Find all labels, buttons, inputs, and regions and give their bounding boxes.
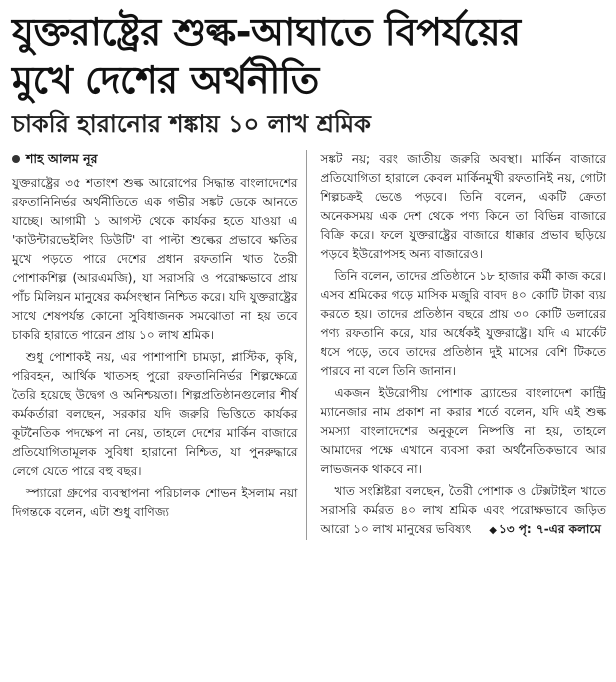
left-column [12,150,307,540]
headline-line-2: মুখে দেশের অর্থনীতি [12,58,319,102]
paragraph [321,482,607,540]
author-name: শাহ আলম নূর [26,151,98,166]
paragraph: শুধু পোশাকই নয়, এর পাশাপাশি চামড়া, প্লাস্টিক, কৃষি, পরিবহন, আর্থিক খাতসহ পুরো রফতানিনির্ভর শিল্পক্ষেত্রে তৈরি হয়েছে উদ্বেগ ও অনিশ্চয়তা। শিল্পপ্রতিষ্ঠানগুলোর শীর্ষ কর্মকর্তারা বলছেন, সরকার যদি জরুরি ভিত্তিতে কার্যকর কূটনৈতিক পদক্ষেপ না নেয়, তাহলে দেশের মার্কিন বাজারে প্রতিযোগিতামূলক সুবিধা হারানো নিশ্চিত, যা পুনরুদ্ধারে লেগে যেতে পারে বহু বছর। [12,350,298,478]
continuation-note [475,522,601,536]
bullet-icon [12,155,20,163]
headline [12,8,606,104]
paragraph-text: খাত সংশ্লিষ্টরা বলছেন, তৈরী পোশাক ও টেক্সটাইল খাতে সরাসরি কর্মরত ৪০ লাখ শ্রমিক এবং পরোক্ষভাবে জড়িত আরো ১০ লাখ মানুষের ভবিষ্যৎ [320,484,606,536]
subheadline: চাকরি হারানোর শঙ্কায় ১০ লাখ শ্রমিক [12,110,371,138]
paragraph: একজন ইউরোপীয় পোশাক ব্র্যান্ডের বাংলাদেশ কান্ট্রি ম্যানেজার নাম প্রকাশ না করার শর্তে বলেন, যদি এই শুল্ক সমস্যা বাংলাদেশের অনুকূলে নিষ্পত্তি না হয়, তাহলে আমাদের পক্ষে এখানে ব্যবসা করা অর্থনৈতিকভাবে আর লাভজনক থাকবে না। [320,386,606,476]
paragraph: সঙ্কট নয়; বরং জাতীয় জরুরি অবস্থা। মার্কিন বাজারে প্রতিযোগিতা হারালে কেবল মার্কিনমুখী রফতানিই নয়, গোটা শিল্পচক্রই ভেঙে পড়বে। তিনি বলেন, একটি ক্রেতা অনেকসময় এক দেশ থেকে পণ্য কিনে তা বিভিন্ন বাজারে বিক্রি করে। ফলে যুক্তরাষ্ট্রের বাজারে ধাক্কার প্রভাব ছড়িয়ে পড়বে ইউরোপসহ অন্য বাজারেও। [320,152,606,261]
paragraph: স্প্যারো গ্রুপের ব্যবস্থাপনা পরিচালক শোভন ইসলাম নয়া দিগন্তকে বলেন, এটা শুধু বাণিজ্য [12,486,298,519]
headline-line-1: যুক্তরাষ্ট্রের শুল্ক-আঘাতে বিপর্যয়ের [12,10,521,54]
byline [12,150,298,168]
paragraph: তিনি বলেন, তাদের প্রতিষ্ঠানে ১৮ হাজার কর্মী কাজ করে। এসব শ্রমিকের গড়ে মাসিক মজুরি বাবদ ৪০ কোটি টাকা ব্যয় করতে হয়। তাদের প্রতিষ্ঠান বছরে প্রায় ৩০ কোটি ডলারের পণ্য রফতানি করে, যার অর্ধেকই যুক্তরাষ্ট্রে। যদি এ মার্কেট ধসে পড়ে, তবে তাদের প্রতিষ্ঠান দুই মাসের বেশি টিকতে পারবে না বলে তিনি জানান। [320,269,606,378]
article-body [12,150,606,540]
paragraph: যুক্তরাষ্ট্রের ৩৫ শতাংশ শুল্ক আরোপের সিদ্ধান্ত বাংলাদেশের রফতানিনির্ভর অর্থনীতিতে এক গভীর সঙ্কট ডেকে আনতে যাচ্ছে। আগামী ১ আগস্ট থেকে কার্যকর হতে যাওয়া এ 'কাউন্টারভেইলিং ডিউটি' বা পাল্টা শুল্কের প্রভাবে ক্ষতির মুখে পড়তে পারে দেশের প্রধান রফতানি খাত তৈরী পোশাকশিল্প (আরএমজি), যা সরাসরি ও পরোক্ষভাবে প্রায় পাঁচ মিলিয়ন মানুষের কর্মসংস্থান নিশ্চিত করে। যদি যুক্তরাষ্ট্রের সাথে শেষপর্যন্ত কোনো সুবিধাজনক সমঝোতা না হয় তবে চাকরি হারাতে পারেন প্রায় ১০ লাখ শ্রমিক। [12,176,298,342]
diamond-bullet-icon: ◆ [489,525,497,536]
right-column [321,150,607,540]
continuation-text: ১৩ পৃ: ৭-এর কলামে [499,522,601,536]
